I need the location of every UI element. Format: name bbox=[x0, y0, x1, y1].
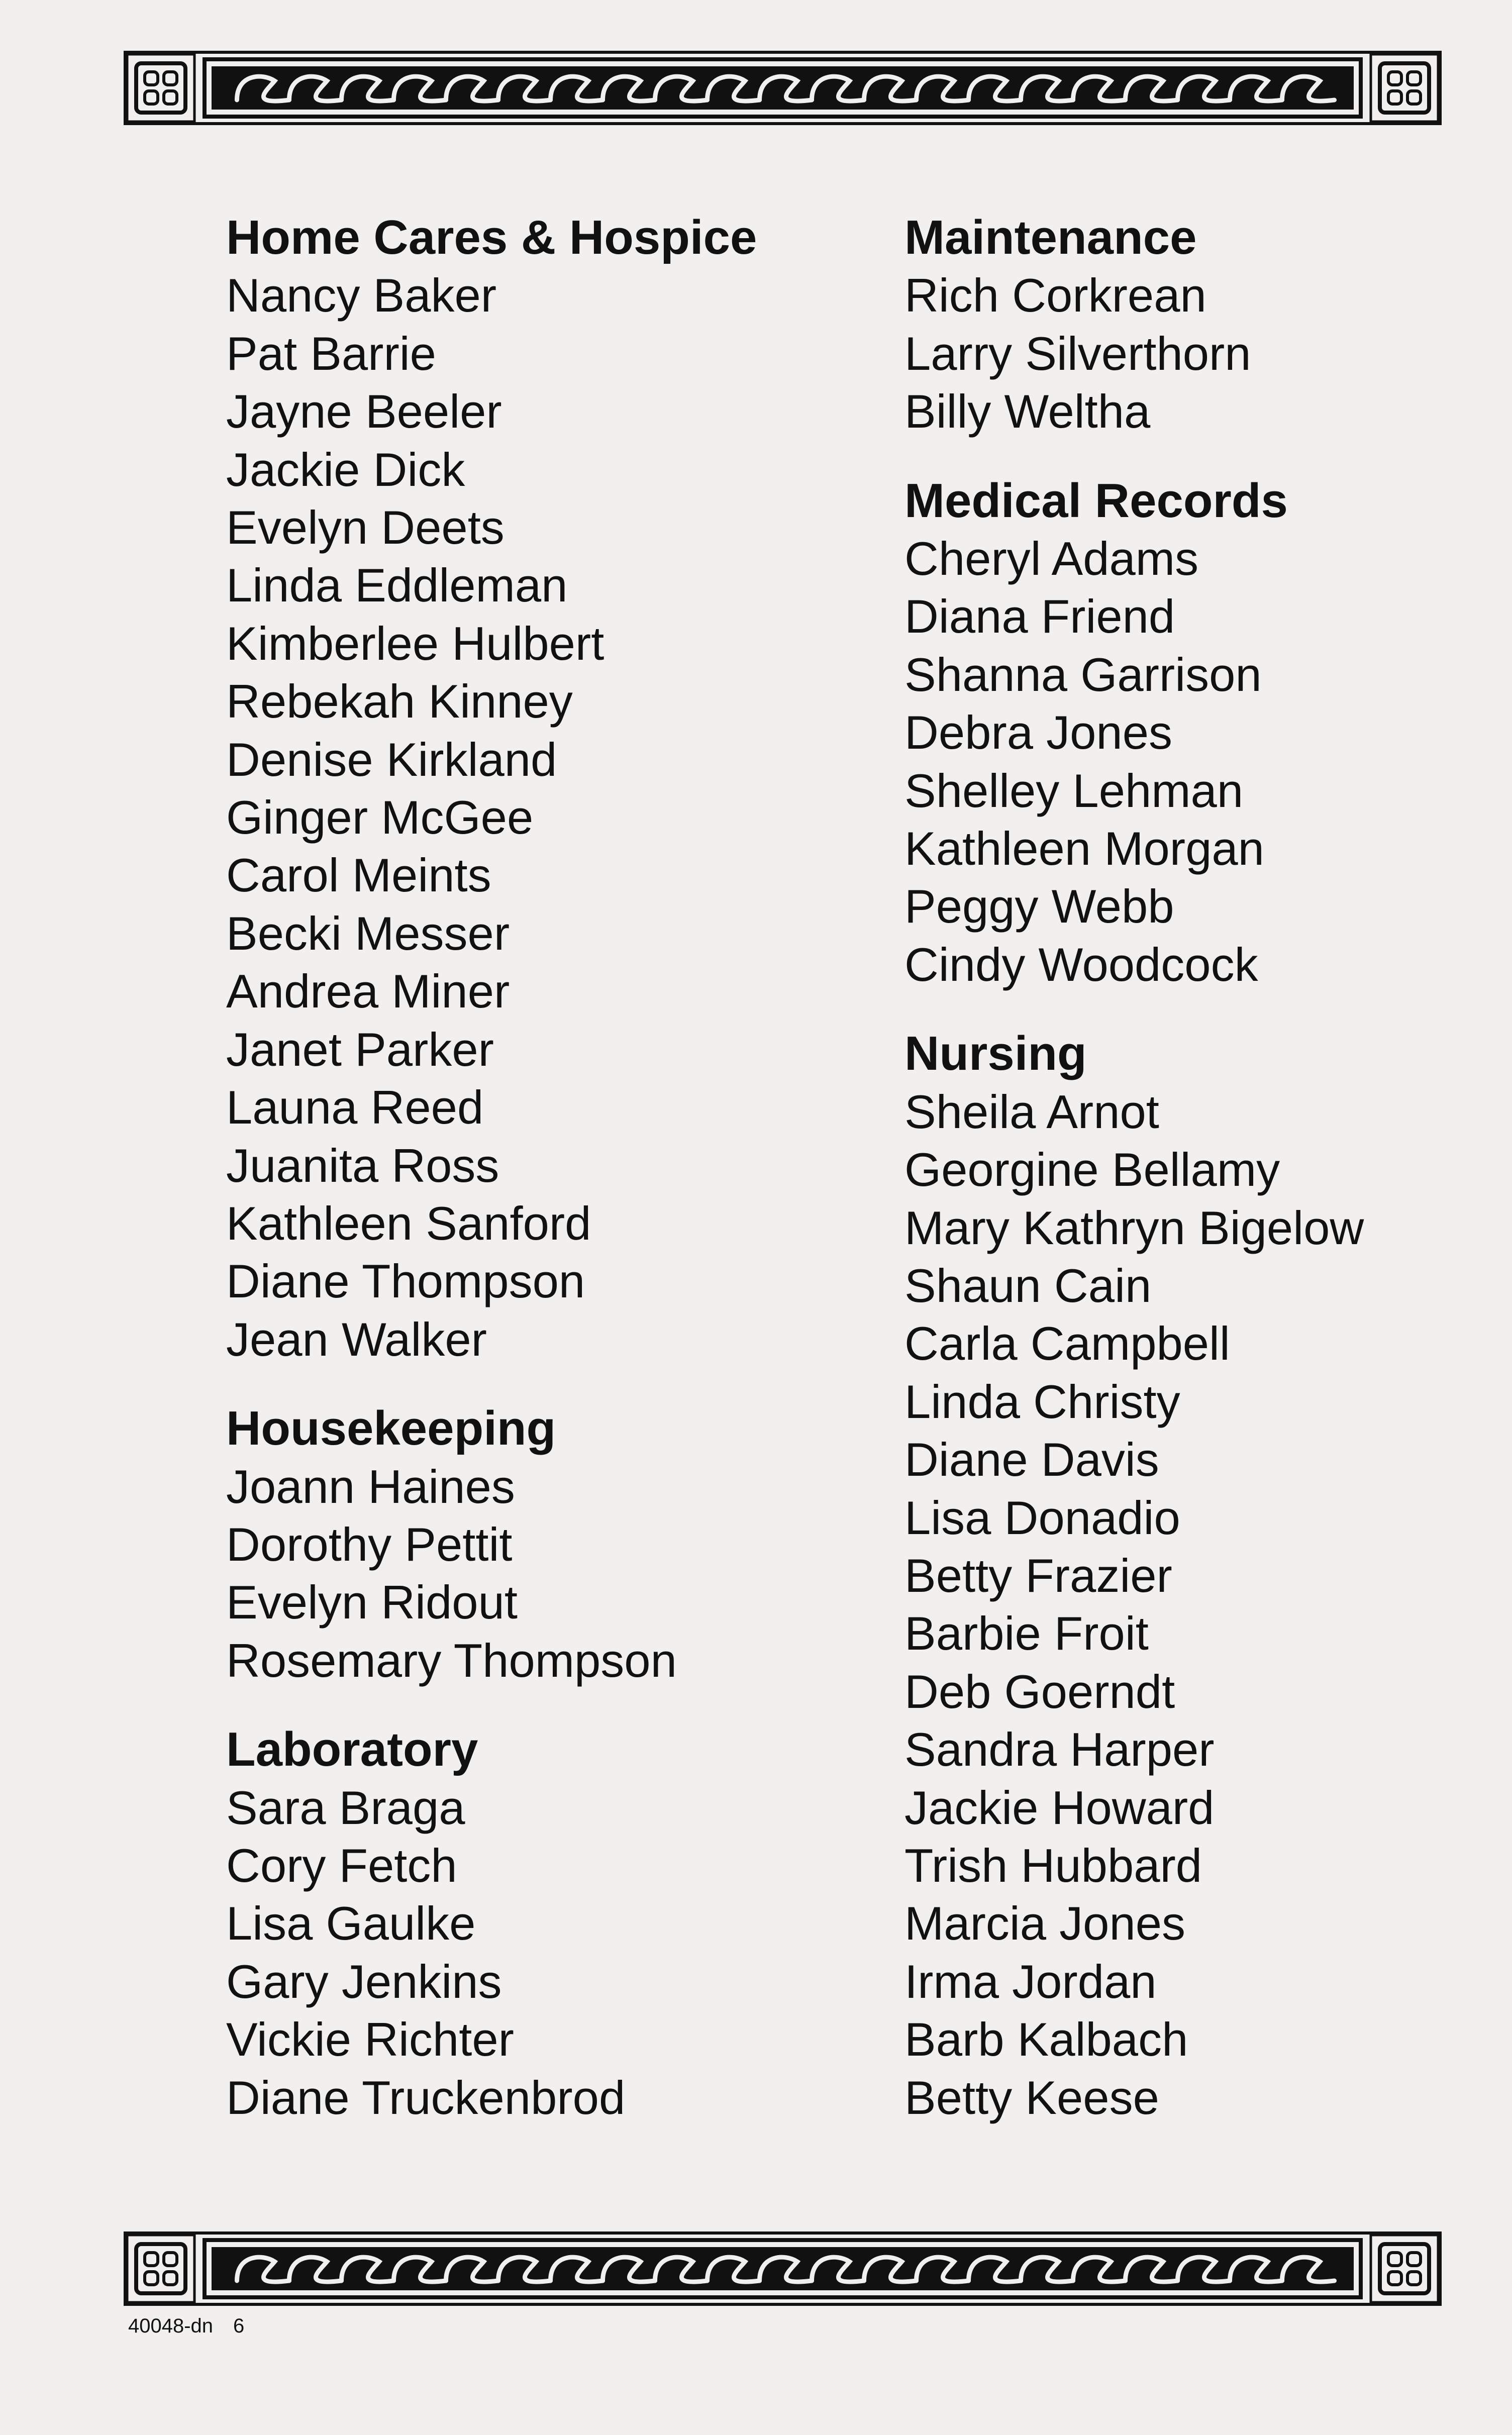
department-heading: Housekeeping bbox=[226, 1401, 556, 1456]
department-heading: Medical Records bbox=[904, 473, 1288, 528]
right-column bbox=[904, 209, 1482, 2158]
staff-name: Pat Barrie bbox=[226, 327, 436, 380]
department-heading: Laboratory bbox=[226, 1722, 478, 1777]
staff-name: Jackie Howard bbox=[904, 1781, 1215, 1834]
staff-name: Carol Meints bbox=[226, 849, 491, 902]
staff-name: Diane Thompson bbox=[226, 1255, 585, 1308]
staff-name: Andrea Miner bbox=[226, 965, 510, 1018]
page-number: 6 bbox=[233, 2315, 245, 2337]
staff-name-list bbox=[904, 530, 1482, 993]
bottom-decorative-border bbox=[123, 2231, 1442, 2306]
staff-name: Jean Walker bbox=[226, 1312, 487, 1366]
staff-name: Mary Kathryn Bigelow bbox=[904, 1201, 1364, 1254]
staff-name: Rosemary Thompson bbox=[226, 1634, 677, 1687]
staff-name: Nancy Baker bbox=[226, 269, 497, 322]
department-section bbox=[904, 1025, 1482, 2126]
staff-name-list bbox=[226, 1458, 879, 1690]
department-section bbox=[226, 1399, 879, 1689]
corner-ornament-icon bbox=[1371, 54, 1438, 122]
staff-name: Cheryl Adams bbox=[904, 532, 1199, 585]
staff-name: Janet Parker bbox=[226, 1023, 494, 1076]
staff-name: Vickie Richter bbox=[226, 2013, 514, 2066]
staff-name-list bbox=[904, 266, 1482, 440]
staff-name: Irma Jordan bbox=[904, 1955, 1157, 2008]
staff-name: Deb Goerndt bbox=[904, 1665, 1175, 1718]
staff-name: Cory Fetch bbox=[226, 1839, 457, 1892]
department-heading: Maintenance bbox=[904, 211, 1197, 264]
staff-name-list bbox=[226, 1779, 879, 2126]
staff-name: Juanita Ross bbox=[226, 1139, 499, 1192]
staff-name: Lisa Donadio bbox=[904, 1491, 1180, 1544]
staff-name: Billy Weltha bbox=[904, 385, 1151, 438]
staff-name: Dorothy Pettit bbox=[226, 1517, 513, 1571]
staff-name: Rich Corkrean bbox=[904, 269, 1206, 322]
staff-name: Diana Friend bbox=[904, 590, 1175, 643]
staff-name: Shanna Garrison bbox=[904, 648, 1262, 701]
staff-name: Sandra Harper bbox=[904, 1723, 1215, 1776]
staff-name: Trish Hubbard bbox=[904, 1839, 1202, 1892]
department-section bbox=[226, 1720, 879, 2126]
staff-name: Rebekah Kinney bbox=[226, 675, 573, 728]
staff-name: Cindy Woodcock bbox=[904, 938, 1258, 991]
document-code: 40048-dn bbox=[128, 2315, 214, 2337]
staff-name: Sara Braga bbox=[226, 1781, 465, 1834]
staff-name: Barbie Froit bbox=[904, 1607, 1149, 1660]
staff-name: Kathleen Sanford bbox=[226, 1196, 591, 1250]
staff-name: Launa Reed bbox=[226, 1081, 484, 1134]
staff-name-list bbox=[226, 266, 879, 1368]
staff-name: Jackie Dick bbox=[226, 443, 465, 496]
staff-name: Shelley Lehman bbox=[904, 764, 1244, 817]
staff-name: Ginger McGee bbox=[226, 791, 534, 844]
department-heading: Home Cares & Hospice bbox=[226, 211, 757, 264]
staff-name: Betty Keese bbox=[904, 2071, 1159, 2124]
staff-name: Betty Frazier bbox=[904, 1549, 1172, 1602]
braid-border-graphic bbox=[123, 50, 1442, 126]
footer bbox=[128, 2314, 244, 2338]
staff-name: Jayne Beeler bbox=[226, 385, 502, 438]
staff-name: Sheila Arnot bbox=[904, 1085, 1159, 1138]
left-column bbox=[226, 209, 879, 2158]
staff-name: Kathleen Morgan bbox=[904, 822, 1264, 875]
top-decorative-border bbox=[123, 50, 1442, 126]
staff-name: Diane Truckenbrod bbox=[226, 2071, 626, 2124]
staff-name: Barb Kalbach bbox=[904, 2013, 1188, 2066]
staff-name: Joann Haines bbox=[226, 1460, 515, 1513]
staff-name: Becki Messer bbox=[226, 906, 510, 960]
braid-border-graphic bbox=[123, 2231, 1442, 2306]
staff-name: Georgine Bellamy bbox=[904, 1143, 1280, 1196]
corner-ornament-icon bbox=[127, 2235, 194, 2302]
staff-name: Evelyn Ridout bbox=[226, 1576, 518, 1629]
staff-name: Gary Jenkins bbox=[226, 1955, 502, 2008]
staff-name: Peggy Webb bbox=[904, 880, 1174, 933]
department-heading: Nursing bbox=[904, 1027, 1087, 1081]
staff-name: Evelyn Deets bbox=[226, 501, 505, 554]
staff-name: Diane Davis bbox=[904, 1433, 1159, 1486]
staff-name: Shaun Cain bbox=[904, 1259, 1152, 1312]
staff-name-list bbox=[904, 1083, 1482, 2126]
corner-ornament-icon bbox=[1371, 2235, 1438, 2302]
staff-name: Linda Eddleman bbox=[226, 559, 568, 612]
department-section bbox=[226, 209, 879, 1368]
staff-name: Debra Jones bbox=[904, 706, 1172, 759]
staff-name: Lisa Gaulke bbox=[226, 1897, 476, 1950]
staff-name: Kimberlee Hulbert bbox=[226, 617, 604, 670]
department-section bbox=[904, 209, 1482, 441]
staff-name: Linda Christy bbox=[904, 1375, 1180, 1428]
staff-name: Carla Campbell bbox=[904, 1317, 1230, 1370]
department-section bbox=[904, 472, 1482, 994]
corner-ornament-icon bbox=[127, 54, 194, 122]
staff-name: Denise Kirkland bbox=[226, 733, 557, 786]
staff-name: Marcia Jones bbox=[904, 1897, 1185, 1950]
staff-name: Larry Silverthorn bbox=[904, 327, 1251, 380]
